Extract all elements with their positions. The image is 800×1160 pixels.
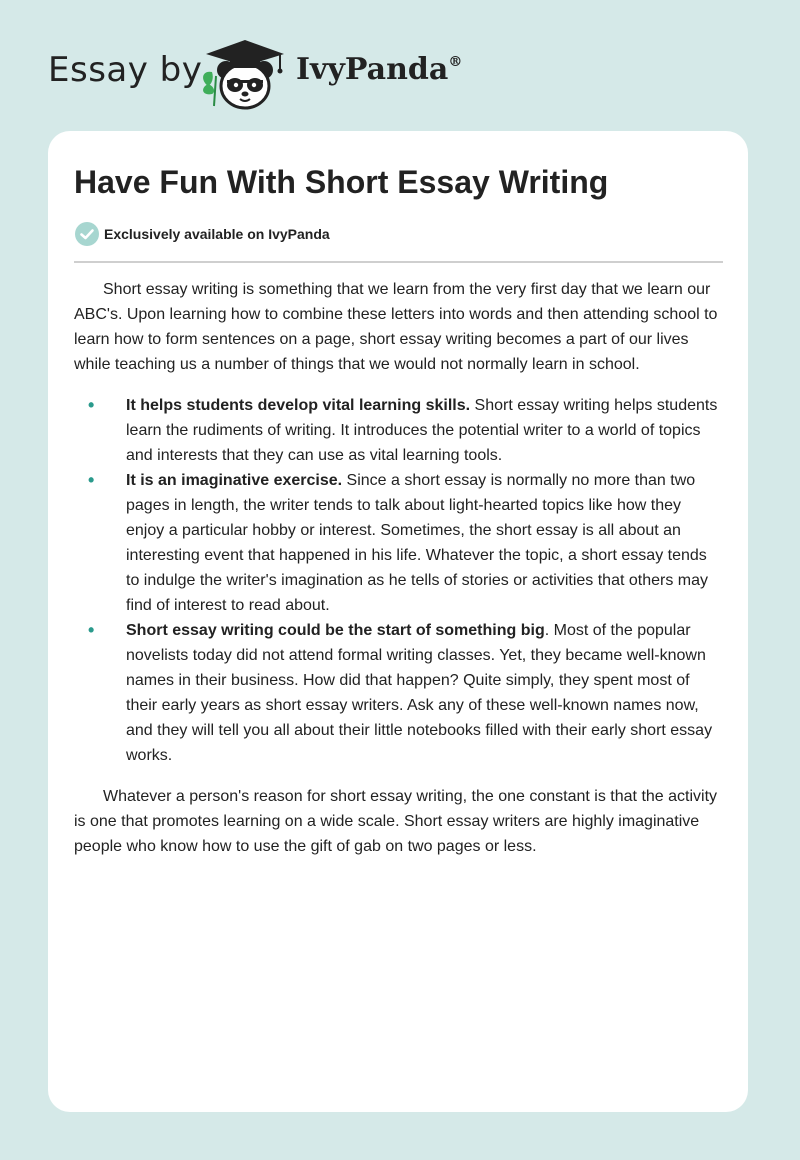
bullet-dot-icon: •: [88, 470, 95, 490]
availability-badge: [74, 221, 330, 247]
essay-by-label: Essay by: [48, 50, 203, 90]
badge-label: Exclusively available on IvyPanda: [104, 226, 330, 242]
key-points-list: [74, 393, 723, 768]
bullet-dot-icon: •: [88, 395, 95, 415]
brand-logo-text: IvyPanda®: [296, 52, 463, 87]
conclusion-paragraph: Whatever a person's reason for short essay writing, the one constant is that the activity is one that promotes learning on a wide scale. Short essay writers are highly imaginative people who know how to use the gift of gab on two pages or less.: [74, 788, 718, 855]
divider: [74, 261, 723, 263]
essay-body: [74, 277, 723, 859]
list-item: [74, 393, 723, 468]
check-circle-icon: [74, 221, 100, 247]
bullet-dot-icon: •: [88, 620, 95, 640]
list-item-text: Short essay writing helps students learn the rudiments of writing. It introduces the potential writer to a world of topics and interests that they can use as vital learning tools.: [126, 397, 718, 464]
list-item-text: Since a short essay is normally no more than two pages in length, the writer tends to talk about light-hearted topics like how they enjoy a particular hobby or interest. Sometimes, the short essay is all about an interesting event that happened in his life. Whatever the topic, a short essay tends to indulge the writer's imagination as he tells of stories or activities that others may find of interest to read about.: [126, 472, 708, 614]
list-item-text: . Most of the popular novelists today did not attend formal writing classes. Yet, they became well-known names in their business. How did that happen? Quite simply, they spent most of their early years as short essay writers. Ask any of these well-known names now, and they will tell you all about their little notebooks filled with their early short essay works.: [126, 622, 713, 764]
list-item-heading: It is an imaginative exercise.: [126, 472, 343, 489]
panda-graduate-icon: [200, 36, 290, 112]
list-item-heading: It helps students develop vital learning skills.: [126, 397, 471, 414]
registered-mark: ®: [448, 54, 463, 70]
list-item: [74, 618, 723, 768]
list-item: [74, 468, 723, 618]
site-header: [0, 0, 800, 130]
list-item-heading: Short essay writing could be the start of something big: [126, 622, 545, 639]
page-title: Have Fun With Short Essay Writing: [74, 164, 609, 200]
intro-paragraph: Short essay writing is something that we learn from the very first day that we learn our ABC's. Upon learning how to combine these letters into words and then attending school to learn how to form sentences on a page, short essay writing becomes a part of our lives while teaching us a number of things that we would not normally learn in school.: [74, 281, 718, 373]
essay-card: [48, 131, 748, 1112]
